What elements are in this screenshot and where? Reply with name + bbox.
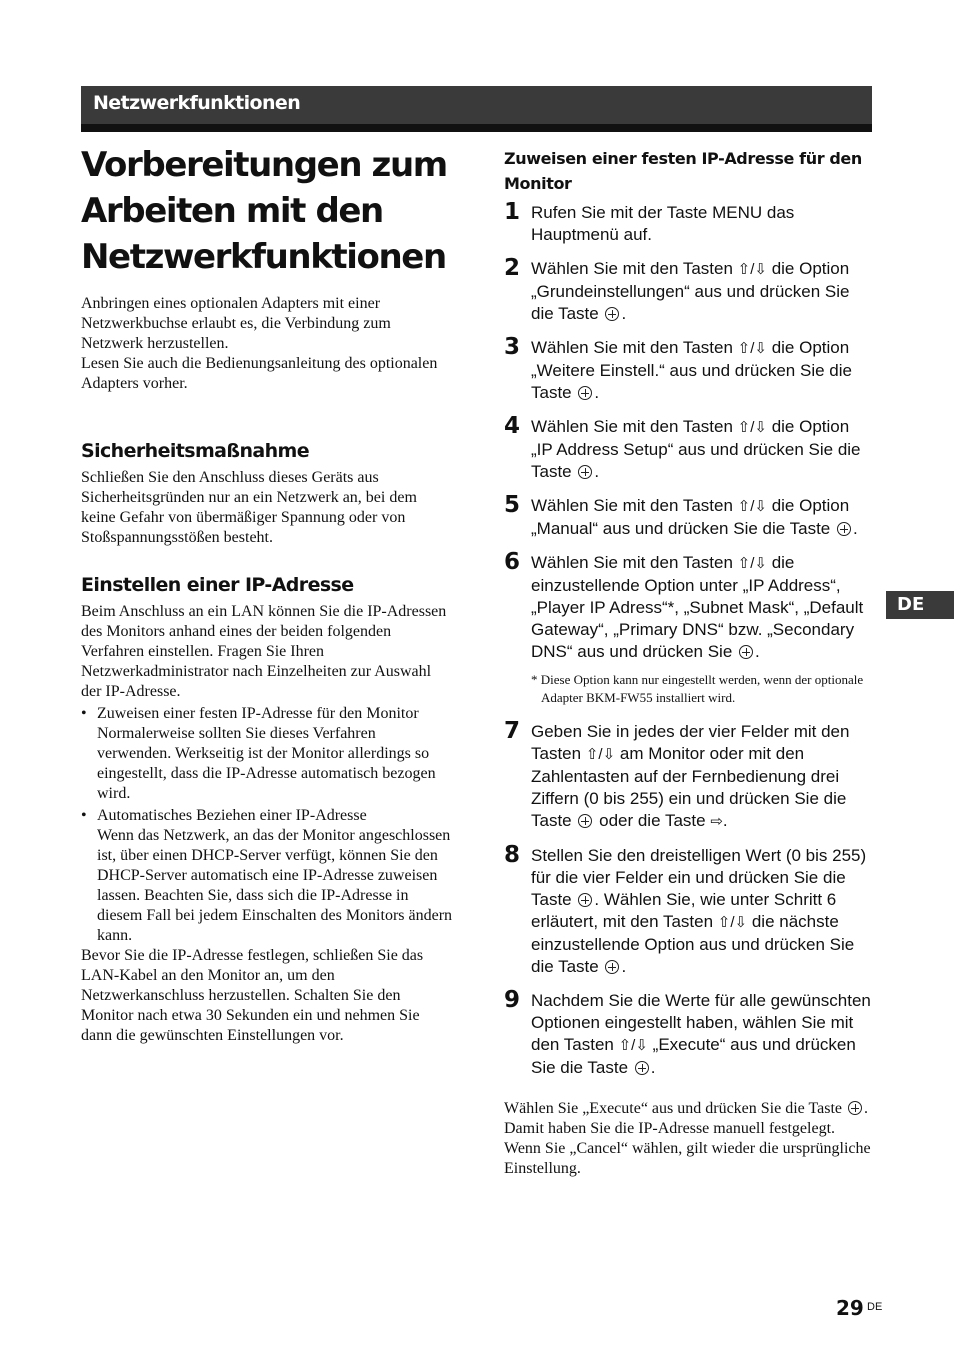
bullet-title: • Automatisches Beziehen einer IP-Adresse: [97, 807, 367, 824]
step-number: 1: [504, 199, 521, 225]
ip-method-list: [81, 704, 453, 946]
enter-button-icon: [578, 465, 592, 479]
step-text: die Option „IP Address Setup“ aus und drücken Sie die Taste: [531, 417, 861, 481]
enter-button-icon: [605, 307, 619, 321]
enter-button-icon: [635, 1061, 649, 1075]
step-text: Wählen Sie mit den Tasten: [531, 417, 733, 436]
step-text: .: [621, 957, 627, 976]
ip-closing-text: Bevor Sie die IP-Adresse festlegen, schließen Sie das LAN-Kabel an den Monitor an, um den Netzwerkanschluss herzustellen. Schalten Sie den Monitor nach etwa 30 Sekunden ein und nehmen Sie dann die gewünschten Einstellungen vor.: [81, 947, 424, 1044]
step-text: am Monitor oder mit den Zahlentasten auf der Fernbedienung drei Ziffern (0 bis 255) ein und drücken Sie die Taste: [531, 744, 847, 830]
intro-paragraph-2: Lesen Sie auch die Bedienungsanleitung des optionalen Adapters vorher.: [81, 355, 438, 392]
step-number: 9: [504, 987, 521, 1013]
bullet-text: Normalerweise sollten Sie dieses Verfahren verwenden. Werkseitig ist der Monitor allerdings so eingestellt, dass die IP-Adresse automatisch bezogen wird.: [97, 725, 436, 802]
step-text: Nachdem Sie die Werte für alle gewünschten Optionen eingestellt haben, wählen Sie mit den Tasten: [531, 991, 871, 1054]
section-header-rule: [81, 124, 872, 132]
up-down-arrow-icon: ⇧/⇩: [737, 498, 767, 515]
step-text: oder die Taste: [599, 811, 706, 830]
ip-section: [81, 602, 453, 1046]
step-4: [504, 413, 872, 483]
step-text: Wählen Sie mit den Tasten: [531, 338, 733, 357]
step-1: [504, 199, 872, 246]
list-item: [81, 806, 453, 946]
step-text: die Option „Manual“ aus und drücken Sie die Taste: [531, 496, 850, 538]
step-5: [504, 492, 872, 540]
safety-heading: Sicherheitsmaßnahme: [81, 440, 310, 462]
step-text: .: [853, 519, 858, 538]
step-text: .: [594, 383, 600, 402]
step-9: [504, 987, 872, 1079]
up-down-arrow-icon: ⇧/⇩: [737, 340, 767, 357]
enter-button-icon: [578, 814, 592, 828]
step-text: die einzustellende Option unter „IP Address“, „Player IP Adress“*, „Subnet Mask“, „Default Gateway“, „Primary DNS“ bzw. „Secondary DNS“ aus und drücken Sie: [531, 553, 864, 661]
step-text: Stellen Sie den dreistelligen Wert (0 bis 255) für die vier Felder ein und drücken Sie die Taste: [531, 846, 867, 909]
enter-button-icon: [739, 645, 753, 659]
execute-note: [504, 1099, 874, 1139]
step-number: 2: [504, 255, 521, 281]
step-number: 7: [504, 718, 521, 744]
step-number: 3: [504, 334, 521, 360]
bullet-text: Wenn das Netzwerk, an das der Monitor angeschlossen ist, über einen DHCP-Server verfügt, können Sie den DHCP-Server automatisch eine IP-Adresse zuweisen lassen. Beachten Sie, dass sich die IP-Adresse in diesem Fall bei jedem Einschalten des Monitors ändern kann.: [97, 827, 453, 944]
page-language: DE: [867, 1301, 883, 1313]
step-text: „Execute“ aus und drücken Sie die Taste: [531, 1035, 856, 1077]
step-text: .: [594, 462, 600, 481]
step-text: Wählen Sie mit den Tasten: [531, 553, 733, 572]
step-text: Wählen Sie mit den Tasten: [531, 259, 733, 278]
step-text: .: [621, 304, 627, 323]
safety-text: Schließen Sie den Anschluss dieses Geräts aus Sicherheitsgründen nur an ein Netzwerk an, bei dem keine Gefahr von übermäßiger Spannung oder von Stoßspannungsstößen besteht.: [81, 469, 417, 546]
enter-button-icon: [578, 386, 592, 400]
up-down-arrow-icon: ⇧/⇩: [737, 419, 767, 436]
page-number: 29: [836, 1296, 864, 1320]
intro-text: [81, 294, 451, 394]
after-steps-text: [504, 1099, 874, 1179]
enter-button-icon: [837, 522, 851, 536]
step-3: [504, 334, 872, 404]
step-text: Wählen Sie mit den Tasten: [531, 496, 733, 515]
language-tab: DE: [886, 591, 954, 619]
step-text: . Wählen Sie, wie unter Schritt 6 erläutert, mit den Tasten: [531, 890, 837, 931]
step-text: die nächste einzustellende Option aus und drücken Sie die Taste: [531, 912, 855, 976]
step-list: [504, 199, 872, 1091]
right-arrow-icon: ⇨: [710, 813, 723, 830]
execute-note-text: . Damit haben Sie die IP-Adresse manuell festgelegt.: [504, 1100, 869, 1137]
up-down-arrow-icon: ⇧/⇩: [618, 1037, 648, 1054]
up-down-arrow-icon: ⇧/⇩: [585, 746, 616, 763]
step-text: Geben Sie in jedes der vier Felder mit den Tasten: [531, 722, 850, 763]
step-text: .: [650, 1058, 656, 1077]
step-number: 4: [504, 413, 521, 439]
up-down-arrow-icon: ⇧/⇩: [717, 914, 748, 931]
enter-button-icon: [578, 893, 592, 907]
step-7: 7 Geben Sie in jedes der vier Felder mit den Tasten ⇧/⇩ am Monitor oder mit den Zahlentasten auf der Fernbedienung drei Ziffern (0 bis 255) ein und drücken Sie die Taste oder die Taste ⇨.: [504, 718, 850, 830]
cancel-note: Wenn Sie „Cancel“ wählen, gilt wieder die ursprüngliche Einstellung.: [504, 1140, 871, 1177]
step-6: [504, 549, 872, 663]
enter-button-icon: [605, 960, 619, 974]
fixed-ip-heading: Zuweisen einer festen IP-Adresse für den Monitor: [504, 149, 862, 193]
section-header-title: Netzwerkfunktionen: [93, 92, 301, 114]
step-number: 6: [504, 549, 521, 575]
footnote: * Diese Option kann nur eingestellt werden, wenn der optionale Adapter BKM-FW55 installiert wird.: [531, 672, 864, 705]
step-2: [504, 255, 872, 325]
list-item: [81, 704, 453, 804]
ip-heading: Einstellen einer IP-Adresse: [81, 574, 354, 596]
bullet-title: • Zuweisen einer festen IP-Adresse für den Monitor: [97, 705, 419, 722]
step-text: .: [755, 642, 760, 661]
enter-button-icon: [848, 1101, 862, 1115]
step-text: die Option „Weitere Einstell.“ aus und drücken Sie die Taste: [531, 338, 852, 402]
up-down-arrow-icon: ⇧/⇩: [737, 261, 767, 278]
execute-note-text: Wählen Sie „Execute“ aus und drücken Sie die Taste: [504, 1100, 843, 1117]
step-number: 8: [504, 842, 521, 868]
step-text: die Option „Grundeinstellungen“ aus und drücken Sie die Taste: [531, 259, 850, 323]
step-text: Rufen Sie mit der Taste MENU das Hauptmenü auf.: [531, 203, 795, 244]
up-down-arrow-icon: ⇧/⇩: [737, 555, 767, 572]
step-8: [504, 842, 872, 978]
step-number: 5: [504, 492, 521, 518]
ip-text: Beim Anschluss an ein LAN können Sie die IP-Adressen des Monitors anhand eines der beiden folgenden Verfahren einstellen. Fragen Sie Ihren Netzwerkadministrator nach Einzelheiten zur Auswahl der IP-Adresse.: [81, 603, 447, 700]
intro-paragraph-1: Anbringen eines optionalen Adapters mit einer Netzwerkbuchse erlaubt es, die Verbindung zum Netzwerk herzustellen.: [81, 295, 391, 352]
page-title: Vorbereitungen zum Arbeiten mit den Netzwerkfunktionen: [81, 145, 447, 277]
